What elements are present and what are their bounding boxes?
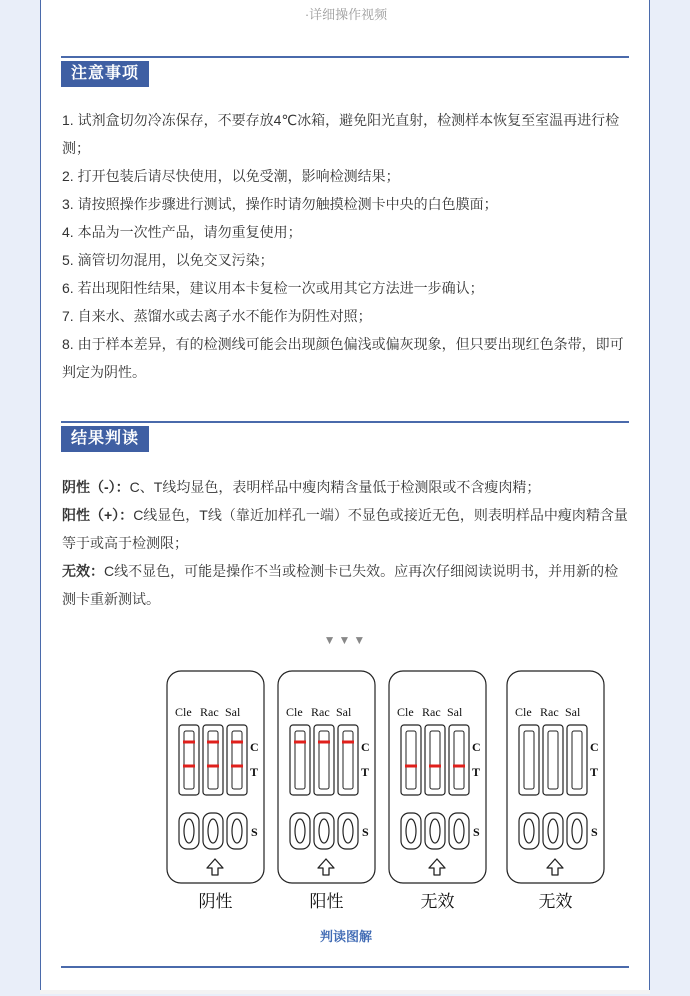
invalid-text: C线不显色，可能是操作不当或检测卡已失效。应再次仔细阅读说明书，并用新的检测卡重新测试。 (62, 563, 619, 607)
column-label: Rac (200, 705, 219, 719)
video-link[interactable]: ·详细操作视频 (304, 7, 388, 22)
down-arrows-icon: ▼▼▼ (323, 633, 369, 647)
column-label: Sal (565, 705, 581, 719)
test-card (167, 671, 264, 912)
note-item: 1. 试剂盒切勿冷冻保存，不要存放4℃冰箱，避免阳光直射，检测样本恢复至室温再进行检测； (62, 112, 620, 156)
t-label: T (361, 765, 370, 779)
result-negative (62, 473, 632, 501)
column-label: Rac (422, 705, 441, 719)
column-label: Cle (286, 705, 303, 719)
figure-caption: 判读图解 (319, 929, 372, 944)
divider-top (61, 56, 629, 58)
negative-text: C、T线均显色，表明样品中瘦肉精含量低于检测限或不含瘦肉精； (129, 479, 541, 495)
negative-label: 阴性（-）： (62, 479, 130, 495)
article-frame (40, 0, 650, 990)
s-label: S (362, 825, 369, 839)
note-item: 3. 请按照操作步骤进行测试，操作时请勿触摸检测卡中央的白色膜面； (62, 196, 498, 212)
c-label: C (472, 740, 481, 754)
note-item: 4. 本品为一次性产品，请勿重复使用； (62, 224, 302, 240)
c-label: C (361, 740, 370, 754)
card-result-label: 阴性 (198, 892, 233, 912)
positive-label: 阳性（+）： (62, 507, 134, 523)
horizontal-scrollbar[interactable] (40, 990, 650, 994)
column-label: Rac (540, 705, 559, 719)
column-label: Cle (515, 705, 532, 719)
t-label: T (590, 765, 599, 779)
notes-list (62, 106, 632, 386)
c-label: C (250, 740, 259, 754)
column-label: Rac (311, 705, 330, 719)
positive-text: C线显色，T线（靠近加样孔一端）不显色或接近无色，则表明样品中瘦肉精含量等于或高于检测限； (62, 507, 628, 551)
column-label: Cle (397, 705, 414, 719)
s-label: S (473, 825, 480, 839)
t-label: T (250, 765, 259, 779)
result-positive (62, 501, 632, 557)
note-item: 5. 滴管切勿混用，以免交叉污染； (62, 252, 274, 268)
divider-bottom (61, 966, 629, 968)
column-label: Sal (447, 705, 463, 719)
s-label: S (591, 825, 598, 839)
divider-results (61, 421, 629, 423)
column-label: Sal (225, 705, 241, 719)
results-body (62, 473, 632, 613)
column-label: Sal (336, 705, 352, 719)
note-item: 7. 自来水、蒸馏水或去离子水不能作为阴性对照； (62, 308, 372, 324)
test-card (507, 671, 604, 912)
results-title: 结果判读 (61, 426, 149, 452)
invalid-label: 无效： (62, 563, 104, 579)
s-label: S (251, 825, 258, 839)
card-result-label: 无效 (538, 892, 573, 912)
c-label: C (590, 740, 599, 754)
test-card-figure (123, 665, 599, 925)
card-result-label: 无效 (420, 892, 455, 912)
notes-title: 注意事项 (61, 61, 149, 87)
card-result-label: 阳性 (309, 892, 344, 912)
note-item: 2. 打开包装后请尽快使用，以免受潮，影响检测结果； (62, 168, 400, 184)
test-card (389, 671, 486, 912)
t-label: T (472, 765, 481, 779)
test-card (278, 671, 375, 912)
column-label: Cle (175, 705, 192, 719)
result-invalid (62, 557, 632, 613)
note-item: 8. 由于样本差异，有的检测线可能会出现颜色偏浅或偏灰现象，但只要出现红色条带，即可判定为阴性。 (62, 336, 624, 380)
note-item: 6. 若出现阳性结果，建议用本卡复检一次或用其它方法进一步确认； (62, 280, 484, 296)
